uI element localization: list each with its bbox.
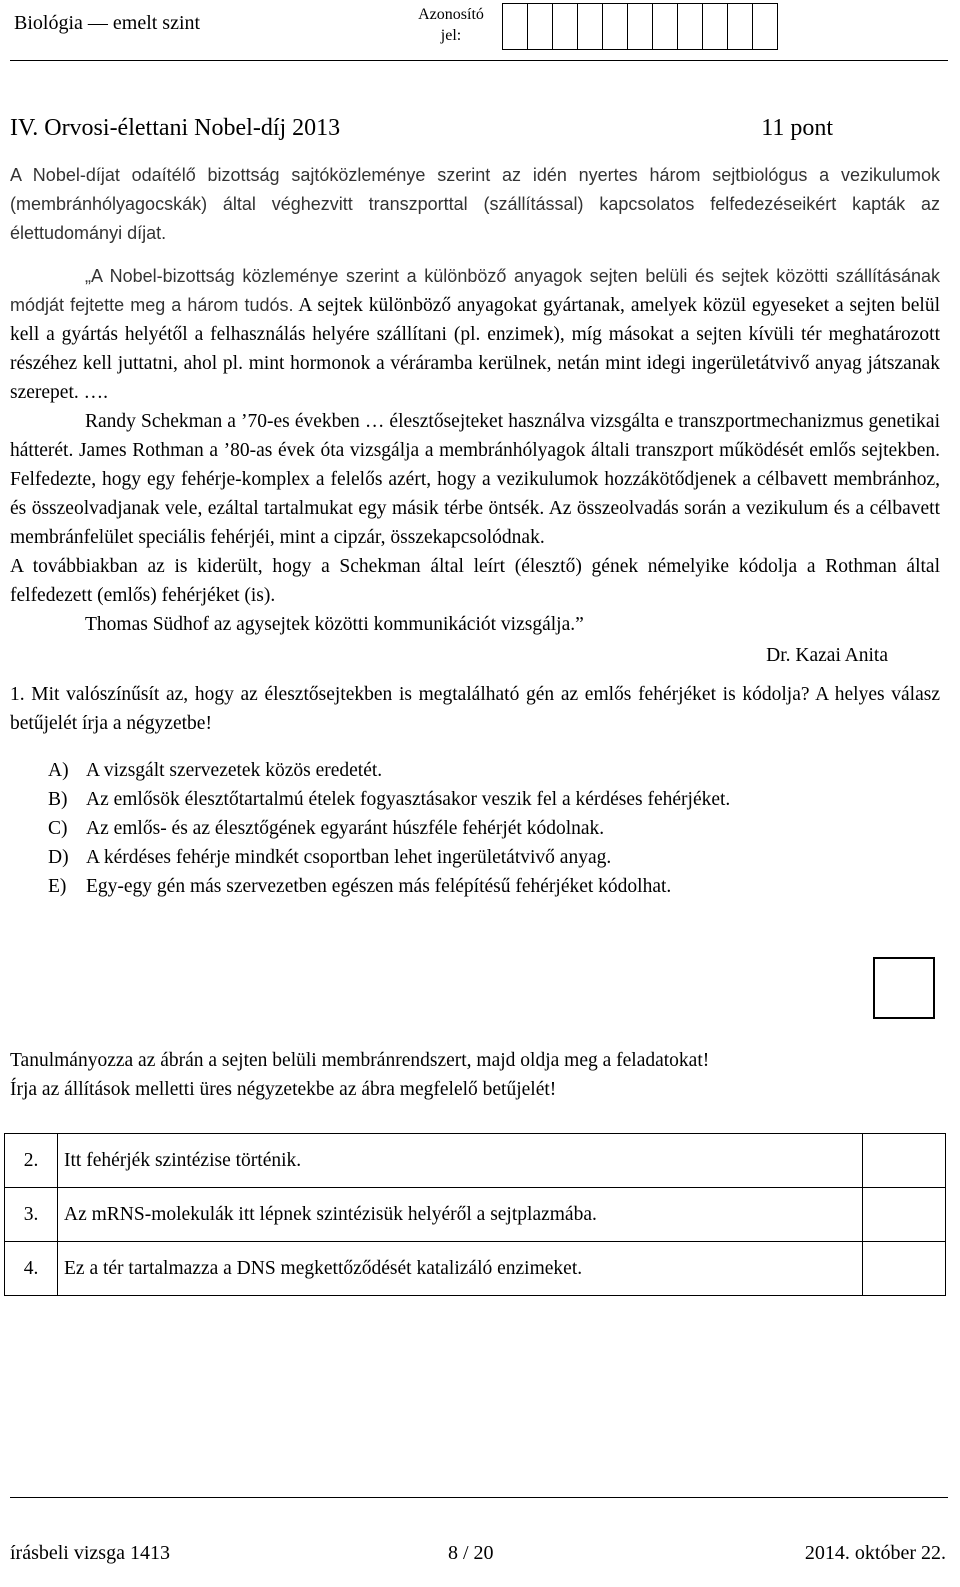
- id-digit-box[interactable]: [702, 3, 728, 50]
- quote-p1-serif: A sejtek különböző anyagokat gyártanak, amelyek közül egyeseket a sejten belül kell a gyártás helyétől a felhasználás helyére szállítani (pl. enzimek), míg másokat a sejten kívüli tér meghatározott részéhez kell juttatni, ahol pl. mint hormonok a véráramba kerülnek, netán mint idegi ingerületátvivő anyag játszanak szerepet. ….: [10, 295, 940, 403]
- statement-answer-cell[interactable]: [863, 1134, 946, 1188]
- header-title: Biológia — emelt szint: [14, 12, 201, 34]
- statement-text: Ez a tér tartalmazza a DNS megkettőződését katalizáló enzimeket.: [58, 1242, 863, 1296]
- id-digit-box[interactable]: [627, 3, 653, 50]
- option-letter: D): [48, 847, 69, 868]
- instructions-line-2: Írja az állítások melletti üres négyzetekbe az ábra megfelelő betűjelét!: [10, 1079, 557, 1100]
- option-letter: A): [48, 760, 69, 781]
- option-letter: C): [48, 818, 68, 839]
- id-digit-box[interactable]: [652, 3, 678, 50]
- instructions: [10, 1046, 940, 1104]
- option-text: A kérdéses fehérje mindkét csoportban lehet ingerületátvivő anyag.: [86, 847, 612, 868]
- quote-paragraph-3: A továbbiakban az is kiderült, hogy a Schekman által leírt (élesztő) gének némelyike kódolja a Rothman által felfedezett (emlős) fehérjéket (is).: [10, 556, 940, 606]
- id-digit-box[interactable]: [527, 3, 553, 50]
- option-a: [48, 756, 940, 785]
- option-text: Az emlős- és az élesztőgének egyaránt húszféle fehérjét kódolnak.: [86, 818, 605, 839]
- id-digit-box[interactable]: [752, 3, 778, 50]
- section-title: IV. Orvosi-élettani Nobel-díj 2013: [10, 115, 341, 141]
- statement-text: Itt fehérjék szintézise történik.: [58, 1134, 863, 1188]
- option-d: [48, 843, 940, 872]
- statement-answer-cell[interactable]: [863, 1188, 946, 1242]
- question-1-answer-box[interactable]: [873, 957, 935, 1019]
- footer-page-number: 8 / 20: [448, 1542, 494, 1564]
- statement-row: [5, 1134, 946, 1188]
- id-digit-box[interactable]: [727, 3, 753, 50]
- statements-table: [4, 1133, 946, 1296]
- quote-p1-sans: „A Nobel-bizottság közleménye szerint a különböző anyagok sejten belüli és sejtek közötti szállításának módját fejtette meg a három tudós.: [10, 266, 940, 315]
- quote-author: Dr. Kazai Anita: [766, 645, 888, 666]
- id-label: Azonosító jel:: [418, 6, 484, 44]
- footer-date: 2014. október 22.: [804, 1542, 946, 1564]
- id-digit-box[interactable]: [602, 3, 628, 50]
- option-b: [48, 785, 940, 814]
- quote-paragraph-2: Randy Schekman a ’70-es években … élesztősejteket használva vizsgálta e transzportmechanizmus genetikai hátterét. James Rothman a ’80-as évek óta vizsgálja a membránhólyagok általi transzport működését emlős sejtekben. Felfedezte, hogy egy fehérje-komplex a felelős azért, hogy a vezikulumok hozzákötődjenek a célbavett membránhoz, és összeolvadjanak vele, ezáltal tartalmukat egy másik térbe öntsék. Az összeolvadás során a vezikulum és a célbavett membránfelület speciális fehérjéi, mint a cipzár, összekapcsolódnak.: [10, 411, 940, 548]
- section-heading: [10, 114, 940, 143]
- id-digit-box[interactable]: [677, 3, 703, 50]
- id-digit-box[interactable]: [577, 3, 603, 50]
- question-1-text: 1. Mit valószínűsít az, hogy az élesztősejtekben is megtalálható gén az emlős fehérjéket is kódolja? A helyes válasz betűjelét írja a négyzetbe!: [10, 684, 940, 734]
- id-boxes[interactable]: [502, 3, 777, 50]
- option-text: Egy-egy gén más szervezetben egészen más felépítésű fehérjéket kódolhat.: [86, 876, 672, 897]
- option-text: Az emlősök élesztőtartalmú ételek fogyasztásakor veszik fel a kérdéses fehérjéket.: [86, 789, 731, 810]
- footer-divider: [10, 1497, 948, 1498]
- statement-number: 3.: [5, 1188, 58, 1242]
- statement-row: [5, 1188, 946, 1242]
- option-text: A vizsgált szervezetek közös eredetét.: [86, 760, 383, 781]
- intro-paragraph: [10, 161, 940, 248]
- option-c: [48, 814, 940, 843]
- question-1-options: [48, 756, 940, 901]
- header-divider: [10, 60, 948, 61]
- instructions-line-1: Tanulmányozza az ábrán a sejten belüli membránrendszert, majd oldja meg a feladatokat!: [10, 1050, 710, 1071]
- section-points: 11 pont: [761, 115, 833, 141]
- statement-answer-cell[interactable]: [863, 1242, 946, 1296]
- statement-number: 4.: [5, 1242, 58, 1296]
- option-letter: B): [48, 789, 68, 810]
- statement-text: Az mRNS-molekulák itt lépnek szintézisük helyéről a sejtplazmába.: [58, 1188, 863, 1242]
- statement-row: [5, 1242, 946, 1296]
- statement-number: 2.: [5, 1134, 58, 1188]
- id-digit-box[interactable]: [502, 3, 528, 50]
- quote-paragraph-1: [10, 262, 940, 407]
- task-content: [10, 114, 940, 901]
- page-header: [0, 0, 960, 56]
- footer-exam-code: írásbeli vizsga 1413: [10, 1542, 170, 1564]
- option-e: [48, 872, 940, 901]
- intro-text: A Nobel-díjat odaítélő bizottság sajtóközleménye szerint az idén nyertes három sejtbiológus a vezikulumok (membránhólyagocskák) által véghezvitt transzporttal (szállítással) kapcsolatos felfedezéseikért kapták az élettudományi díjat.: [10, 165, 940, 243]
- option-letter: E): [48, 876, 67, 897]
- quote-paragraph-4: Thomas Südhof az agysejtek közötti kommunikációt vizsgálja.”: [85, 614, 584, 635]
- id-digit-box[interactable]: [552, 3, 578, 50]
- quote-block: [10, 262, 940, 670]
